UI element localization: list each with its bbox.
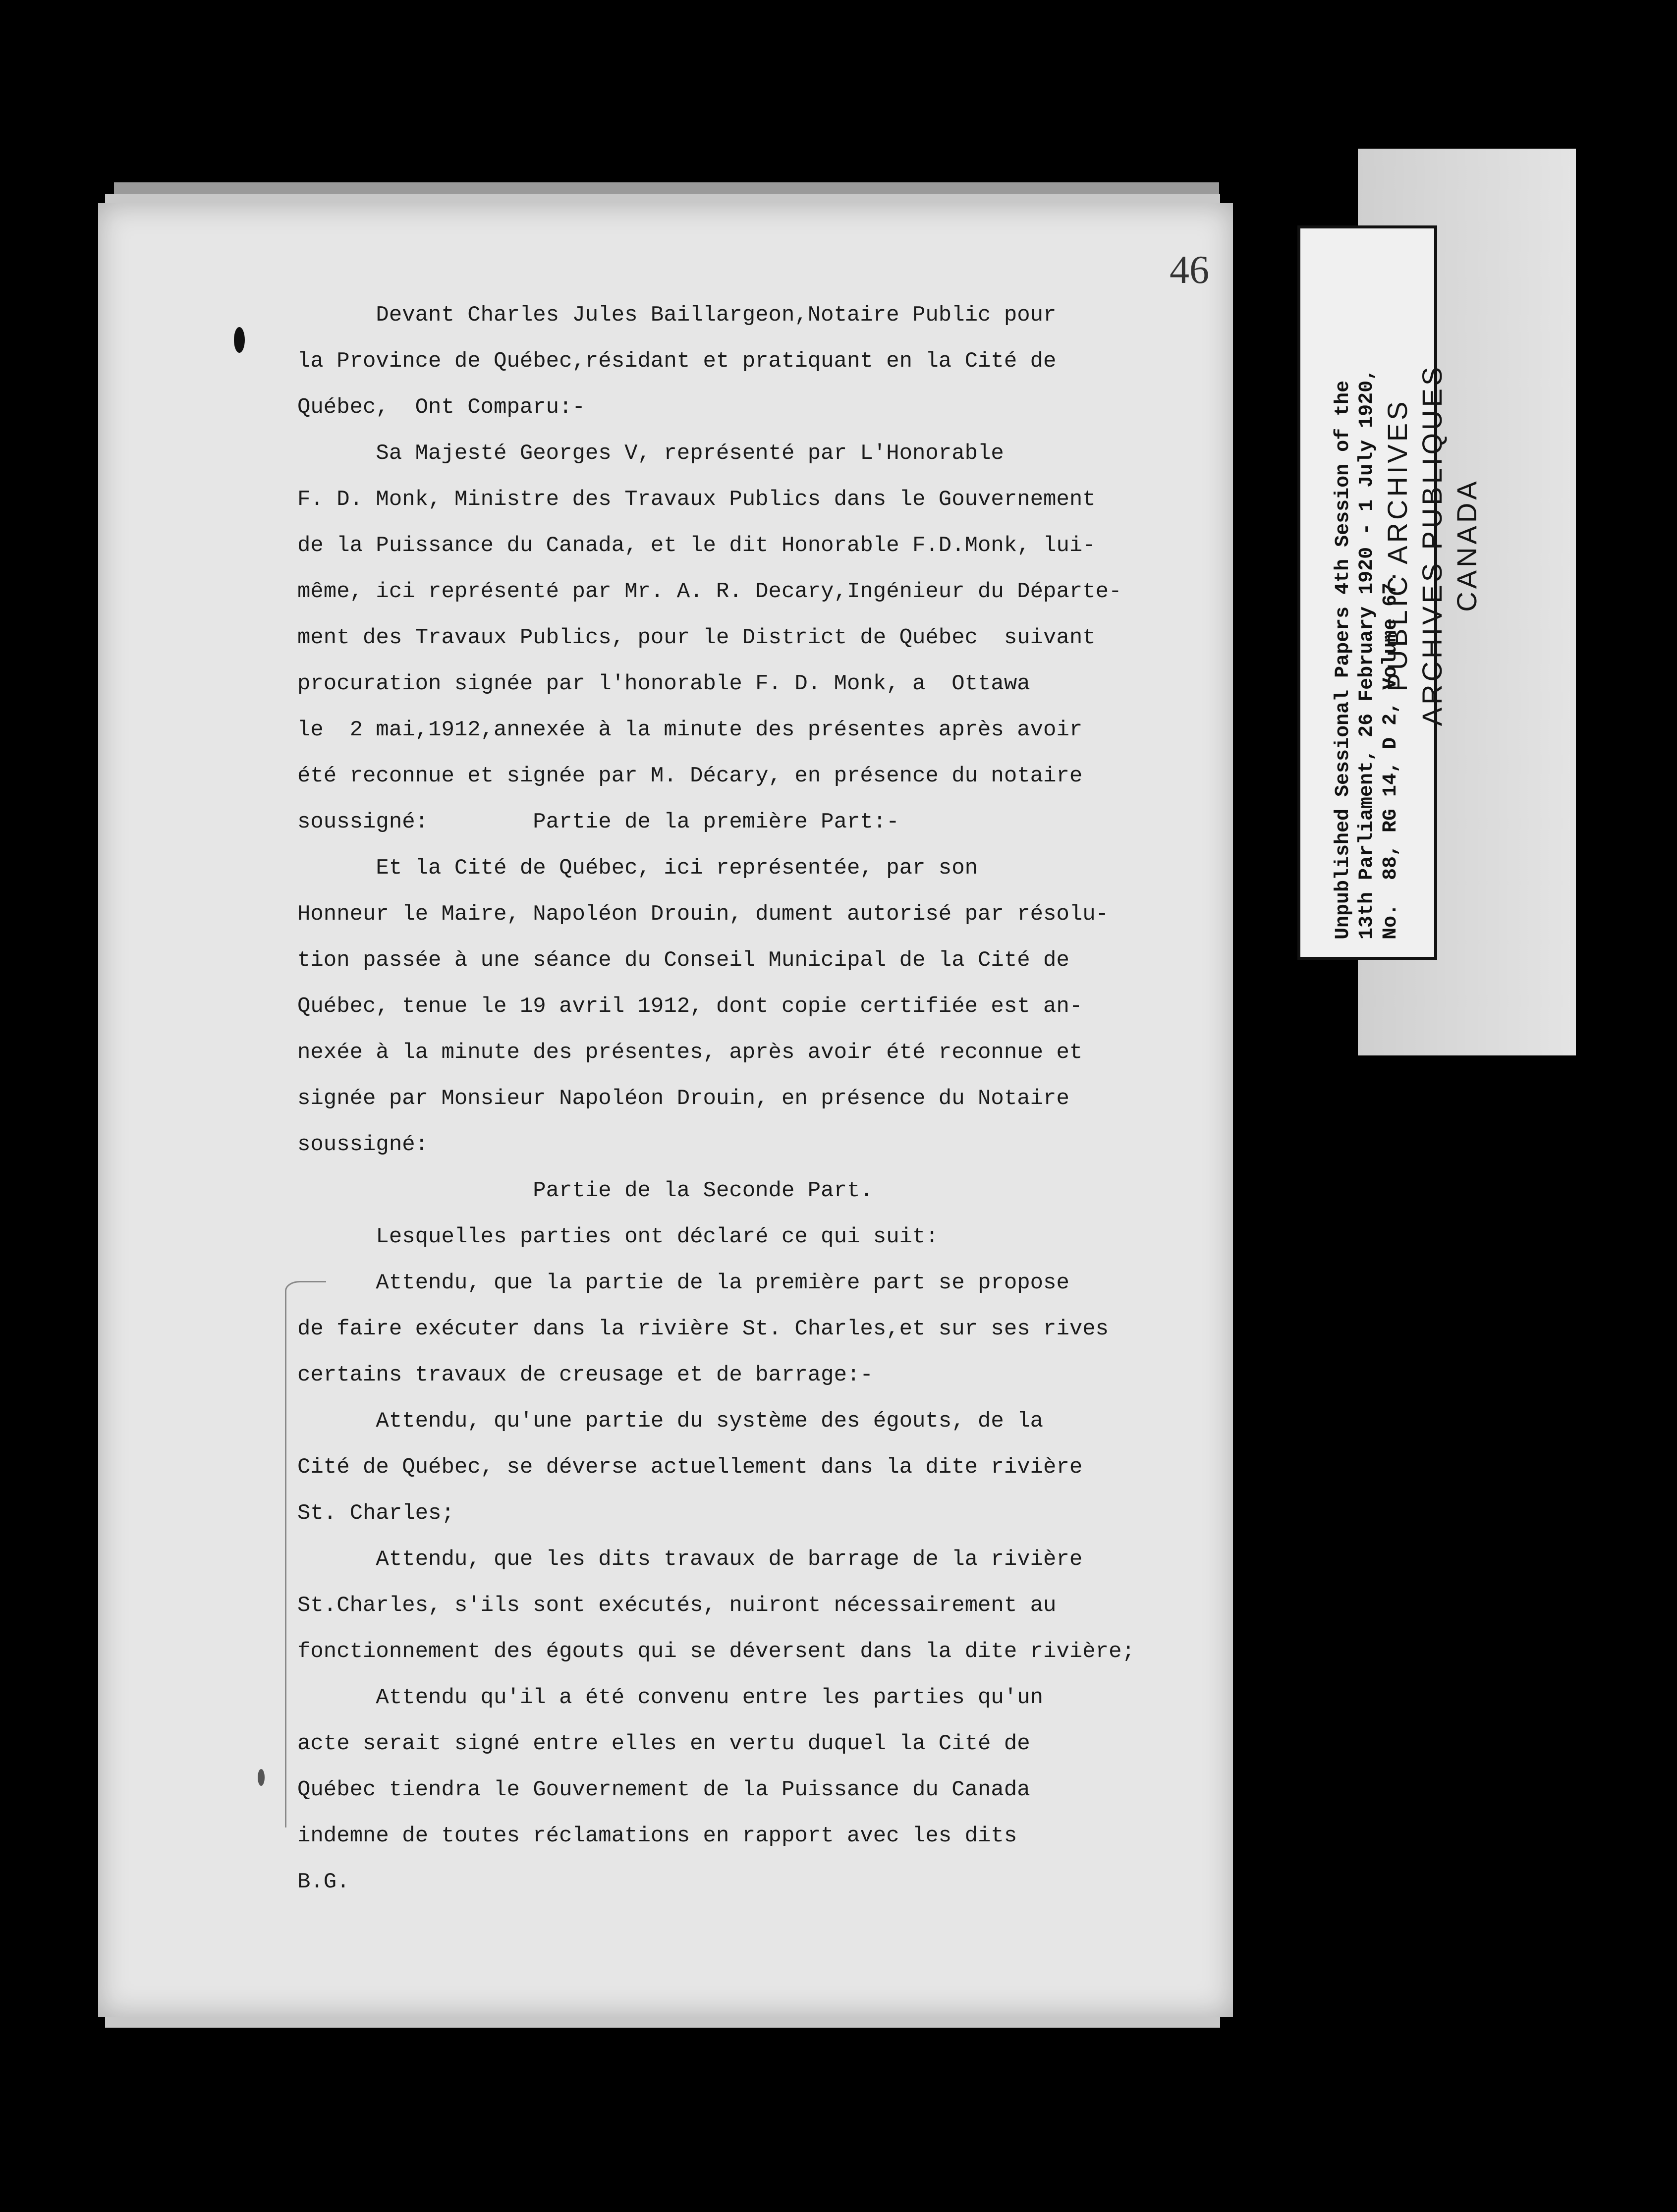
text-line: certains travaux de creusage et de barrage:- bbox=[297, 1363, 873, 1387]
text-line: Québec, tenue le 19 avril 1912, dont copie certifiée est an- bbox=[297, 994, 1083, 1019]
text-line: indemne de toutes réclamations en rapport avec les dits bbox=[297, 1824, 1017, 1848]
text-line: Et la Cité de Québec, ici représentée, par son bbox=[297, 856, 978, 881]
text-line: B.G. bbox=[297, 1870, 350, 1894]
text-line: Québec, Ont Comparu:- bbox=[297, 395, 585, 420]
text-line: signée par Monsieur Napoléon Drouin, en présence du Notaire bbox=[297, 1086, 1069, 1111]
text-line: nexée à la minute des présentes, après avoir été reconnue et bbox=[297, 1040, 1083, 1065]
text-line: F. D. Monk, Ministre des Travaux Publics dans le Gouvernement bbox=[297, 487, 1096, 512]
text-line: Partie de la Seconde Part. bbox=[297, 1178, 873, 1203]
text-line: procuration signée par l'honorable F. D. Monk, a Ottawa bbox=[297, 671, 1030, 696]
label-line: Unpublished Sessional Papers 4th Session of the bbox=[1332, 380, 1354, 940]
label-line: 13th Parliament, 26 February 1920 - 1 July 1920, bbox=[1356, 368, 1378, 940]
text-line: soussigné: Partie de la première Part:- bbox=[297, 810, 899, 834]
punch-hole-mark bbox=[234, 327, 245, 353]
text-line: de la Puissance du Canada, et le dit Honorable F.D.Monk, lui- bbox=[297, 533, 1096, 558]
text-line: été reconnue et signée par M. Décary, en présence du notaire bbox=[297, 764, 1083, 788]
text-line: St.Charles, s'ils sont exécutés, nuiront nécessairement au bbox=[297, 1593, 1057, 1618]
stamp-line: CANADA bbox=[1451, 478, 1482, 612]
document-body bbox=[297, 292, 1219, 1905]
text-line: soussigné: bbox=[297, 1132, 429, 1157]
text-line: fonctionnement des égouts qui se déversent dans la dite rivière; bbox=[297, 1639, 1135, 1664]
text-line: de faire exécuter dans la rivière St. Charles,et sur ses rives bbox=[297, 1317, 1109, 1341]
punch-hole-mark bbox=[258, 1769, 265, 1786]
text-line: la Province de Québec,résidant et pratiquant en la Cité de bbox=[297, 349, 1057, 374]
text-line: Sa Majesté Georges V, représenté par L'Honorable bbox=[297, 441, 1004, 466]
stamp-line: ARCHIVES PUBLIQUES bbox=[1416, 364, 1448, 726]
label-line: No. 88, RG 14, D 2, Volume 67. bbox=[1380, 570, 1402, 940]
text-line: Attendu, que les dits travaux de barrage de la rivière bbox=[297, 1547, 1083, 1572]
text-line: Attendu, que la partie de la première part se propose bbox=[297, 1271, 1069, 1295]
text-line: acte serait signé entre elles en vertu duquel la Cité de bbox=[297, 1731, 1030, 1756]
text-line: Devant Charles Jules Baillargeon,Notaire Public pour bbox=[297, 303, 1057, 328]
text-line: tion passée à une séance du Conseil Municipal de la Cité de bbox=[297, 948, 1069, 973]
text-line: Cité de Québec, se déverse actuellement dans la dite rivière bbox=[297, 1455, 1083, 1480]
text-line: le 2 mai,1912,annexée à la minute des présentes après avoir bbox=[297, 718, 1083, 742]
stamp-line: PUBLIC ARCHIVES bbox=[1382, 398, 1413, 692]
page-number: 46 bbox=[1170, 248, 1209, 292]
text-line: Attendu qu'il a été convenu entre les parties qu'un bbox=[297, 1685, 1044, 1710]
text-line: Québec tiendra le Gouvernement de la Puissance du Canada bbox=[297, 1777, 1030, 1802]
text-line: ment des Travaux Publics, pour le District de Québec suivant bbox=[297, 625, 1096, 650]
archive-stamp bbox=[1380, 322, 1484, 768]
text-line: St. Charles; bbox=[297, 1501, 454, 1526]
text-line: Attendu, qu'une partie du système des égouts, de la bbox=[297, 1409, 1044, 1434]
text-line: Honneur le Maire, Napoléon Drouin, dument autorisé par résolu- bbox=[297, 902, 1109, 927]
text-line: Lesquelles parties ont déclaré ce qui suit: bbox=[297, 1224, 939, 1249]
text-line: même, ici représenté par Mr. A. R. Decary,Ingénieur du Départe- bbox=[297, 579, 1122, 604]
